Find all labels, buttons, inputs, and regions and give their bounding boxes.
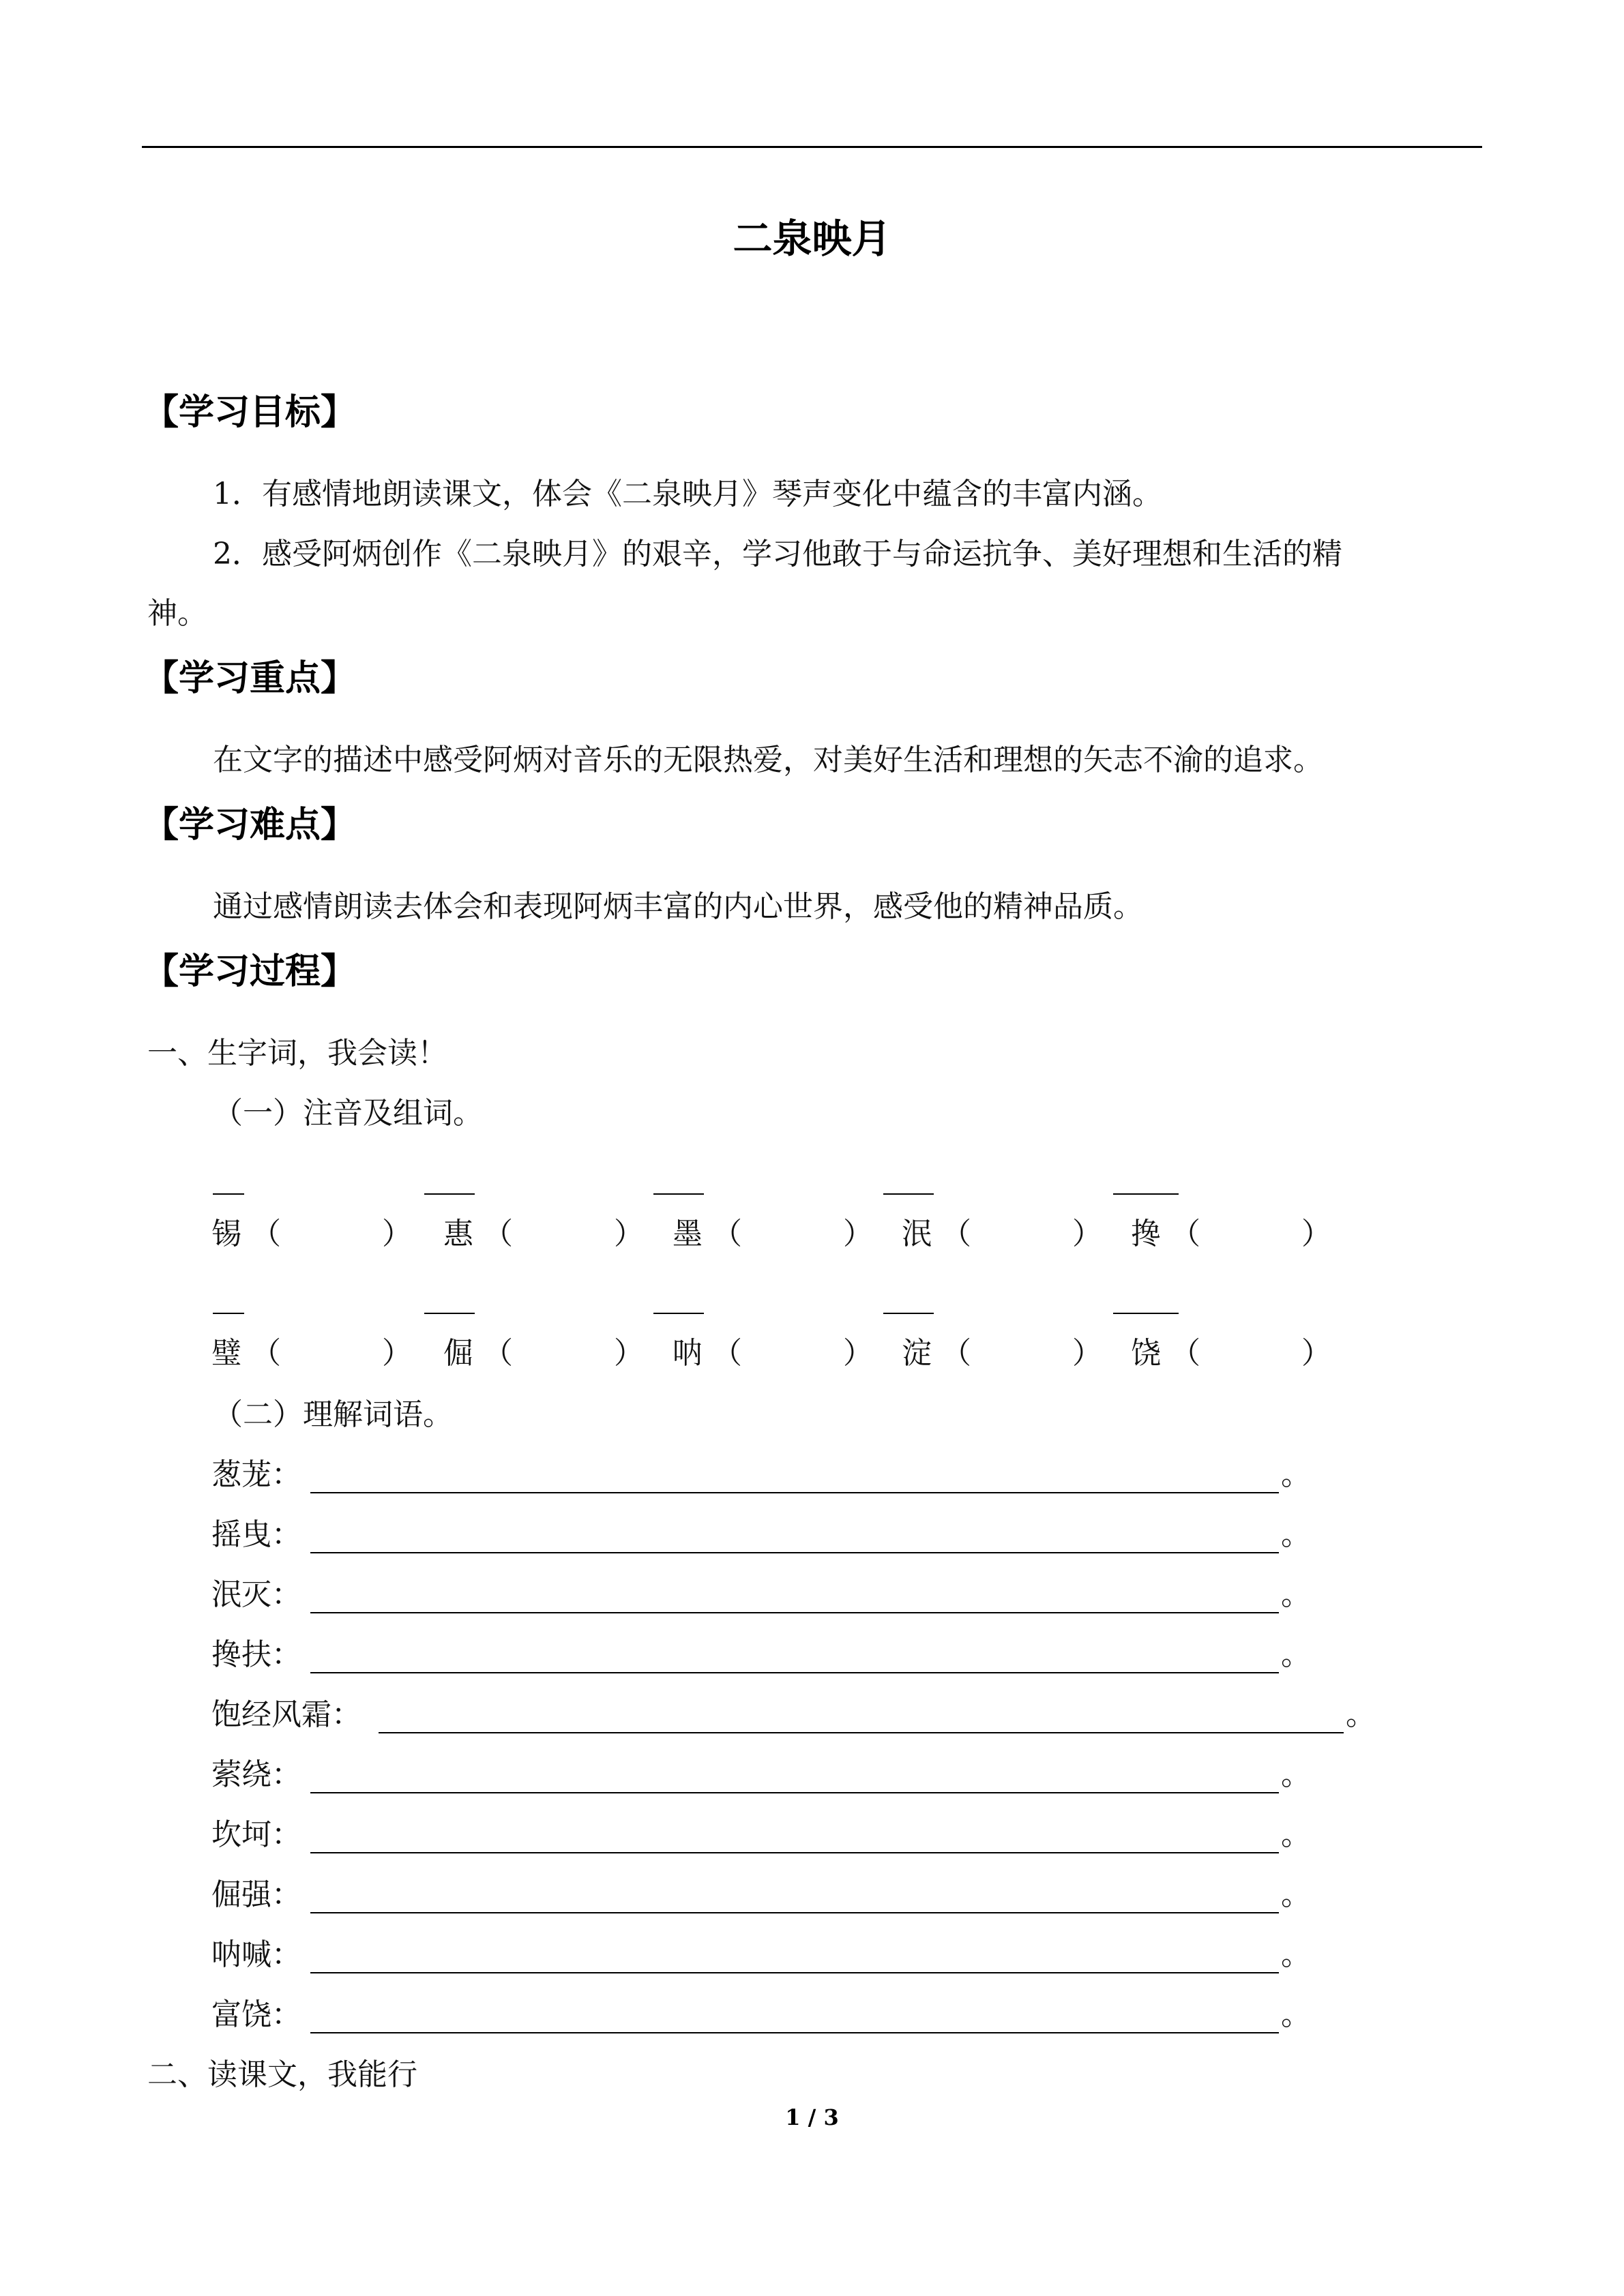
vocab-row-1: [211, 1210, 1371, 1258]
vocab-item: 淀 （ ）: [902, 1336, 1102, 1371]
pinyin-blank[interactable]: [424, 1193, 475, 1195]
pinyin-blank[interactable]: [883, 1193, 934, 1195]
key-heading: 【学习重点】: [143, 658, 357, 699]
definition-row: 萦绕： 。: [211, 1757, 1311, 1792]
vocab-item: 锡 （ ）: [211, 1217, 412, 1251]
pinyin-blank[interactable]: [653, 1313, 704, 1314]
goal-2: 2．感受阿炳创作《二泉映月》的艰辛，学习他敢于与命运抗争、美好理想和生活的精: [213, 537, 1342, 571]
term-label: 饱经风霜：: [211, 1697, 361, 1732]
vocab-item: 惠 （ ）: [443, 1217, 644, 1251]
page-title: 二泉映月: [733, 215, 891, 262]
vocab-char: 璧: [211, 1336, 241, 1371]
definition-row: 坎坷： 。: [211, 1817, 1311, 1852]
key-text: 在文字的描述中感受阿炳对音乐的无限热爱，对美好生活和理想的矢志不渝的追求。: [213, 743, 1323, 777]
page-number: 1 / 3: [785, 2104, 839, 2130]
vocab-char: 泯: [902, 1217, 932, 1251]
answer-line[interactable]: [310, 1792, 1279, 1793]
definition-row: 泯灭： 。: [211, 1577, 1311, 1612]
pinyin-blank[interactable]: [1113, 1193, 1179, 1195]
answer-line[interactable]: [310, 1912, 1279, 1913]
vocab-item: 搀 （ ）: [1131, 1217, 1331, 1251]
vocab-char: 倔: [443, 1336, 473, 1371]
part1-sub2: （二）理解词语。: [213, 1397, 453, 1432]
definition-row: 倔强： 。: [211, 1877, 1311, 1912]
vocab-item: 倔 （ ）: [443, 1336, 644, 1371]
vocab-char: 淀: [902, 1336, 932, 1371]
term-label: 泯灭：: [211, 1577, 301, 1612]
answer-line[interactable]: [310, 1552, 1279, 1553]
answer-line[interactable]: [310, 1612, 1279, 1613]
process-heading: 【学习过程】: [143, 951, 357, 992]
vocab-row-2: [211, 1330, 1371, 1377]
definition-row: 葱茏： 。: [211, 1457, 1311, 1492]
pinyin-blank[interactable]: [213, 1193, 244, 1195]
term-label: 坎坷：: [211, 1817, 301, 1852]
term-label: 富饶：: [211, 1997, 301, 2032]
term-label: 搀扶：: [211, 1637, 301, 1672]
pinyin-blank[interactable]: [424, 1313, 475, 1314]
goal-1: 1．有感情地朗读课文，体会《二泉映月》琴声变化中蕴含的丰富内涵。: [213, 477, 1162, 511]
answer-line[interactable]: [310, 1852, 1279, 1853]
goal-2-continued: 神。: [147, 596, 207, 631]
definition-row: 搀扶： 。: [211, 1637, 1311, 1672]
vocab-char: 惠: [443, 1217, 473, 1251]
term-label: 倔强：: [211, 1877, 301, 1912]
vocab-item: 呐 （ ）: [673, 1336, 873, 1371]
vocab-item: 璧 （ ）: [211, 1336, 412, 1371]
vocab-item: 泯 （ ）: [902, 1217, 1102, 1251]
part2-title: 二、读课文，我能行: [147, 2057, 417, 2092]
answer-line[interactable]: [310, 2032, 1279, 2033]
term-label: 呐喊：: [211, 1937, 301, 1972]
part1-title: 一、生字词，我会读！: [147, 1036, 447, 1071]
vocab-item: 饶 （ ）: [1131, 1336, 1331, 1371]
answer-line[interactable]: [310, 1492, 1279, 1493]
answer-line[interactable]: [379, 1732, 1344, 1733]
vocab-item: 墨 （ ）: [673, 1217, 873, 1251]
definition-row: 摇曳： 。: [211, 1517, 1311, 1552]
answer-line[interactable]: [310, 1672, 1279, 1673]
difficult-text: 通过感情朗读去体会和表现阿炳丰富的内心世界，感受他的精神品质。: [213, 889, 1143, 924]
definition-row: 富饶： 。: [211, 1997, 1311, 2032]
answer-line[interactable]: [310, 1972, 1279, 1973]
pinyin-blank[interactable]: [1113, 1313, 1179, 1314]
term-label: 萦绕：: [211, 1757, 301, 1792]
vocab-char: 呐: [673, 1336, 703, 1371]
vocab-char: 锡: [211, 1217, 241, 1251]
vocab-char: 搀: [1131, 1217, 1161, 1251]
definition-row: 呐喊： 。: [211, 1937, 1311, 1972]
vocab-char: 墨: [673, 1217, 703, 1251]
pinyin-blank[interactable]: [883, 1313, 934, 1314]
difficult-heading: 【学习难点】: [143, 805, 357, 846]
header-rule: [142, 146, 1482, 148]
goals-heading: 【学习目标】: [143, 392, 357, 433]
pinyin-blank[interactable]: [653, 1193, 704, 1195]
definition-row: 饱经风霜： 。: [211, 1697, 1376, 1732]
vocab-char: 饶: [1131, 1336, 1161, 1371]
term-label: 摇曳：: [211, 1517, 301, 1552]
pinyin-blank[interactable]: [213, 1313, 244, 1314]
part1-sub1: （一）注音及组词。: [213, 1096, 483, 1131]
term-label: 葱茏：: [211, 1457, 301, 1492]
